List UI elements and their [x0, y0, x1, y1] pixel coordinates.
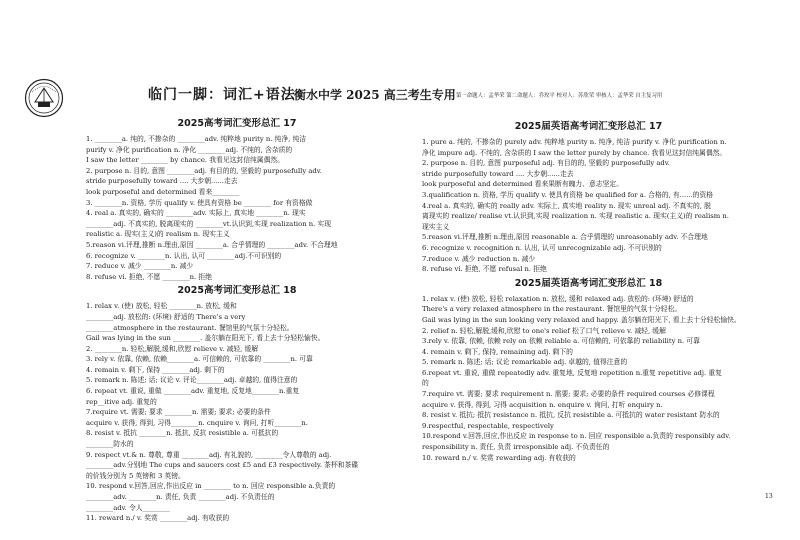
answer-line: stride purposefully toward .... 大步朝......走去: [422, 169, 574, 178]
exercise-line: 1. ________a. 纯的, 不掺杂的 ________adv. 纯粹地 purity n. 纯净, 纯洁: [86, 135, 307, 143]
section-title: 2025届英语高考词汇变形总汇 17: [514, 121, 663, 132]
exercise-line: rep__itive adj. 重复的: [86, 397, 157, 406]
answer-line: 2. relief n. 轻松,解脱,缓和,欣慰 to one's relief 松了口气 relieve v. 减轻, 缓解: [422, 326, 666, 335]
answer-line: 5.reason vi.评理,推断 n.理由,原因 reasonable a. 合乎情理的 unreasonably adv. 不合理地: [422, 233, 708, 242]
exercise-line: stride purposefully toward .... 大步朝......走去: [86, 177, 238, 186]
exercise-line: ________防水的: [86, 440, 134, 449]
exercise-line: ________adv. ________n. 责任, 负责 ________adj. 不负责任的: [86, 493, 275, 501]
answer-line: 9.respectful, respectable, respectively: [422, 421, 554, 430]
answer-line: 8. resist v. 抵抗; 抵抗 resistance n. 抵抗, 反抗 resistible a. 可抵抗的 water resistant 防水的: [422, 411, 720, 420]
exercise-line: 11. reward n./ v. 奖赏 ________adj. 有收获的: [86, 514, 230, 523]
answer-line: 4. remain v. 剩下, 保持, remaining adj. 剩下的: [422, 347, 573, 356]
answer-line: 3.rely v. 依靠, 依赖, 依赖 rely on 依赖 reliable a. 可信赖的, 可依靠的 reliability n. 可靠: [422, 337, 700, 346]
exercise-line: purify v. 净化 purification n. 净化 ________adj. 不纯的, 含杂质的: [86, 145, 293, 154]
exercise-line: 5.reason vi.评理,推断 n.理由,原因 ________a. 合乎情理的 ________adv. 不合理地: [86, 240, 338, 249]
school-seal-icon: [24, 78, 64, 118]
exercise-section-18: [86, 284, 388, 523]
exercise-line: 8. resist v. 抵抗 ________n. 抵抗, 反抗 resistible a. 可抵抗的: [86, 429, 279, 438]
answer-line: 5. remark n. 陈述; 话; 议论 remarkable adj. 卓越的, 值得注意的: [422, 358, 628, 367]
answer-line: 10.respond v.回答,回应,作出反应 in response to n. 回应 responsible a.负责的 responsibly adv.: [422, 432, 731, 441]
section-title: 2025高考词汇变形总汇 18: [177, 285, 297, 297]
exercise-line: 1. relax v. (使) 放松, 轻松 ________n. 放松, 缓和: [86, 302, 237, 311]
answer-line: responsibility n. 责任, 负责 irresponsible adj. 不负责任的: [422, 443, 610, 452]
exercise-line: look purposeful and determined 看来________: [86, 187, 240, 196]
answer-line: 1. pure a. 纯的, 不掺杂的 purely adv. 纯粹地 purity n. 纯净, 纯洁 purify v. 净化 purification n.: [422, 138, 727, 146]
exercise-section-17: [86, 117, 388, 282]
exercise-line: I saw the letter ________ by chance. 我看见这封信纯属偶然。: [86, 156, 284, 165]
exercise-line: 5. remark n. 陈述; 话; 议论 v. 评论________adj. 卓越的, 值得注意的: [86, 376, 298, 385]
answer-line: 4.real a. 真实的, 确实的 really adv. 实际上, 真实地 reality n. 现实 unreal adj. 不真实的, 脱: [422, 201, 711, 210]
answer-line: 7.require vt. 需要; 要求 requirement n. 需要; 要求; 必要的条件 required courses 必修课程: [422, 390, 715, 399]
answer-line: Gail was lying in the sun looking very relaxed and happy. 盖尔躺在阳光下, 看上去十分轻松愉快。: [422, 315, 741, 324]
exercise-line: 6. recognize v. ________n. 认出, 认可 ________adj.不可识别的: [86, 251, 282, 260]
exercise-line: 10. respond v.回答,回应,作出反应 in ________ to n. 回应 responsible a.负责的: [86, 482, 336, 491]
exercise-line: 3. ________n. 资格, 学历 qualify v. 使具有资格 be ________ for 有资格做: [86, 198, 313, 207]
exercise-line: 9. respect vt.& n. 尊敬, 尊重 ________adj. 有礼貌的, ________令人尊敬的 adj.: [86, 450, 332, 459]
answer-line: 的: [422, 379, 429, 388]
exercise-line: ________adv.分别地 The cups and saucers cost £5 and £3 respectively. 茶杯和茶碟: [86, 461, 359, 470]
exercise-line: 2. ________n. 轻松,解脱,缓和,欣慰 relieve v. 减轻, 缓解: [86, 344, 259, 353]
right-column: [422, 118, 755, 463]
answer-line: 3.qualification n. 资格, 学历 qualify v. 使具有资格 be qualified for a. 合格的, 有......的资格: [422, 190, 714, 199]
exercise-line: 7.require vt. 需要; 要求 ________n. 需要; 要求; 必要的条件: [86, 408, 271, 417]
exercise-line: ________adv. 令人________: [86, 503, 170, 512]
exercise-line: Gail was lying in the sun ________. 盖尔躺在阳光下, 看上去十分轻松愉快。: [86, 334, 325, 343]
left-column: [86, 115, 388, 524]
answer-line: 离现实的 realize/ realise vt.认识到,实现 realization n. 实现 realistic a. 现实(主义)的 realism n.: [422, 212, 729, 221]
exercise-line: realistic a. 现实(主义)的 realism n. 现实主义: [86, 230, 230, 239]
exercise-line: 7. reduce v. 减少 ________n. 减少: [86, 262, 194, 271]
section-title: 2025高考词汇变形总汇 17: [177, 118, 297, 129]
exercise-line: 3. rely v. 依靠, 依赖, 依赖________a. 可信赖的, 可依靠的 ________n. 可靠: [86, 355, 313, 364]
answer-line: 1. relax v. (使) 放松, 轻松 relaxation n. 放松, 缓和 relaxed adj. 放松的: (环境) 舒适的: [422, 294, 694, 303]
answer-line: 2. purpose n. 目的, 意图 purposeful adj. 有目的的, 坚毅的 purposefully adv.: [422, 159, 670, 168]
answer-line: 净化 impure adj. 不纯的, 含杂质的 I saw the letter purely by chance. 我看见这封信纯属偶然。: [422, 148, 727, 157]
school-logo: [24, 78, 64, 118]
answer-line: acquire v. 获得, 得到, 习得 acquisition n. enquire v. 询问, 打听 enquiry n.: [422, 400, 663, 409]
page-title: 临门一脚：词汇+语法: [148, 87, 296, 103]
exercise-line: ________atmosphere in the restaurant. 餐馆里的气氛十分轻松。: [86, 323, 294, 332]
exercise-line: 的价钱分别为 5 英镑和 3 英镑。: [86, 471, 185, 480]
answer-line: 6. recognize v. recognition n. 认出, 认可 unrecognizable adj. 不可识别的: [422, 243, 662, 252]
answer-line: 7.reduce v. 减少 reduction n. 减少: [422, 254, 536, 263]
section-title: 2025届英语高考词汇变形总汇 18: [514, 277, 663, 289]
exercise-line: 4. real a. 真实的, 确实的 ________adv. 实际上, 真实地 ________n. 现实: [86, 209, 306, 218]
answer-line: There's a very relaxed atmosphere in the restaurant. 餐馆里的气氛十分轻松。: [422, 305, 682, 314]
school-subtitle: 衡水中学 2025 高三考生专用: [294, 88, 456, 102]
answer-section-17: [422, 120, 755, 275]
exercise-line: ________adj. 不真实的, 脱离现实的 ________vt.认识到,实现 realization n. 实现: [86, 219, 332, 228]
page-number: 13: [765, 493, 773, 500]
answer-line: 6.repeat vt. 重说, 重做 repeatedly adv. 重复地, 反复地 repetition n.重复 repetitive adj. 重复: [422, 368, 722, 377]
answer-section-18: [422, 277, 755, 464]
exercise-line: ________adj. 放松的: (环境) 舒适的 There's a very: [86, 312, 246, 321]
exercise-line: 6. repeat vt. 重说, 重做 ________adv. 重复地, 反复地________n.重复: [86, 387, 300, 396]
answer-line: 8. refuse vi. 拒绝, 不愿 refusal n. 拒绝: [422, 265, 547, 274]
answer-line: 10. reward n./ v. 奖赏 rewarding adj. 有收获的: [422, 453, 576, 462]
answer-line: look purposeful and determined 看来果断有魄力、意志坚定。: [422, 180, 624, 189]
answer-line: 现实主义: [422, 222, 450, 231]
exercise-line: 2. purpose n. 目的, 意图 ________adj. 有目的的, 坚毅的 purposefully adv.: [86, 166, 322, 175]
credits-line: 第一命题人：孟华荣 第二命题人：乔玫平 校对人：苏欣荣 审核人：孟华荣 自主复习用: [456, 93, 663, 99]
exercise-line: acquire v. 获得, 得到, 习得________n. cnquire v. 询问, 打听________n.: [86, 418, 308, 427]
exercise-line: 4. remain v. 剩下, 保持 ________adj. 剩下的: [86, 365, 225, 374]
exercise-line: 8. refuse vi. 拒绝, 不愿 ________n. 拒绝: [86, 272, 212, 281]
